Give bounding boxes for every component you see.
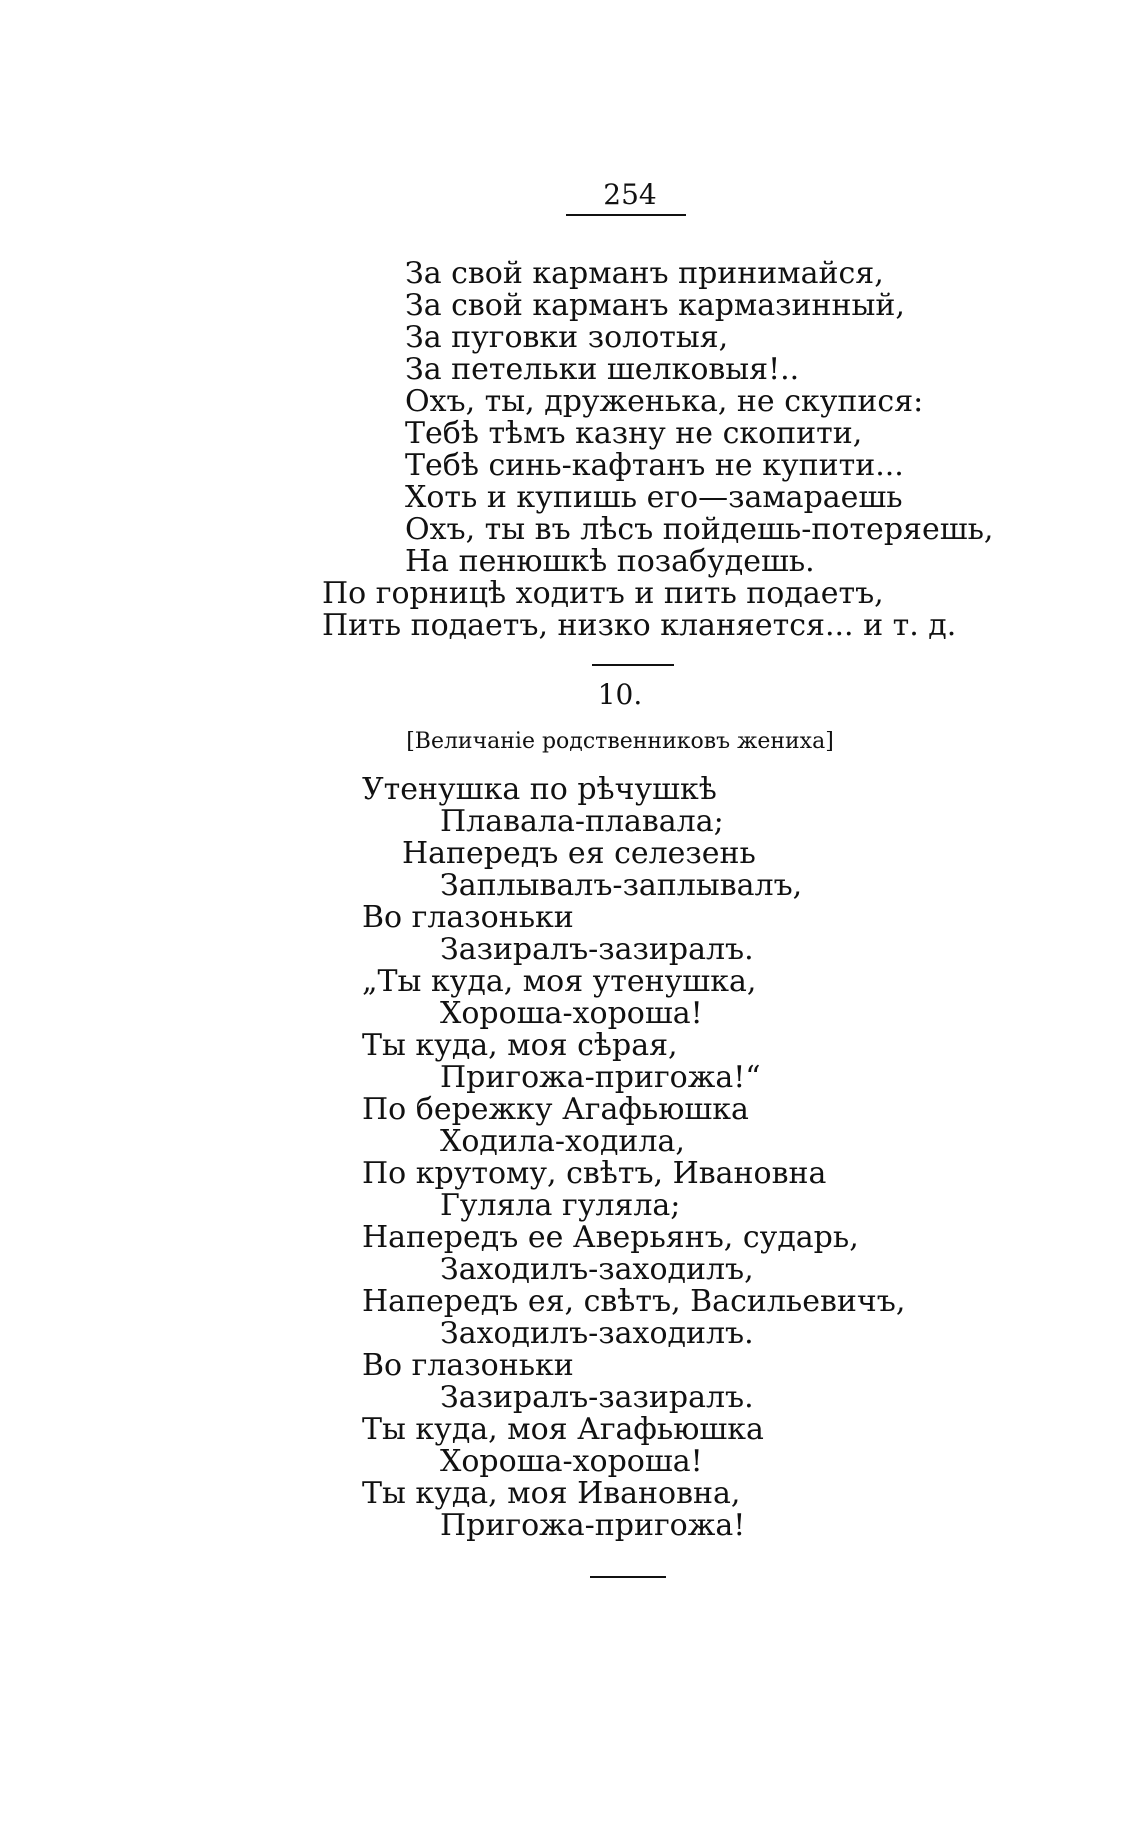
verse-line: Напередъ ее Аверьянъ, сударь,: [362, 1220, 859, 1255]
verse-line: Ты куда, моя сѣрая,: [362, 1028, 678, 1063]
verse-line: Тебѣ синь-кафтанъ не купити...: [405, 448, 904, 483]
verse-line: Утенушка по рѣчушкѣ: [362, 772, 717, 807]
verse-line: За свой карманъ кармазинный,: [405, 288, 905, 323]
verse-line: Заплывалъ-заплывалъ,: [440, 868, 803, 903]
verse-line: Хоть и купишь его—замараешь: [405, 480, 903, 515]
verse-line: Пригожа-пригожа!“: [440, 1060, 761, 1095]
verse-line: Ты куда, моя Ивановна,: [362, 1476, 741, 1511]
verse-line: Ходила-ходила,: [440, 1124, 685, 1159]
verse-line: По бережку Агафьюшка: [362, 1092, 749, 1127]
verse-line: За свой карманъ принимайся,: [405, 256, 884, 291]
verse-line: За пуговки золотыя,: [405, 320, 729, 355]
verse-line: Охъ, ты въ лѣсъ пойдешь-потеряешь,: [405, 512, 994, 547]
verse-line: По горницѣ ходитъ и пить подаетъ,: [322, 576, 884, 611]
verse-line: За петельки шелковыя!..: [405, 352, 800, 387]
verse-line: Гуляла гуляла;: [440, 1188, 681, 1223]
verse-line: Во глазоньки: [362, 1348, 574, 1383]
verse-line: Напередъ ея селезень: [402, 836, 756, 871]
verse-line: Пригожа-пригожа!: [440, 1508, 746, 1543]
verse-line: Заходилъ-заходилъ.: [440, 1316, 754, 1351]
verse-line: Ты куда, моя Агафьюшка: [362, 1412, 764, 1447]
section-heading: [Величаніе родственниковъ жениха]: [406, 729, 834, 754]
verse-line: Хороша-хороша!: [440, 1444, 703, 1479]
section-number: 10.: [597, 678, 643, 711]
page-number: 254: [603, 178, 657, 211]
verse-line: Зазиралъ-зазиралъ.: [440, 1380, 754, 1415]
end-divider: [590, 1576, 666, 1578]
verse-line: Охъ, ты, друженька, не скупися:: [405, 384, 924, 419]
verse-line: На пенюшкѣ позабудешь.: [405, 544, 815, 579]
section-divider: [592, 664, 674, 666]
verse-line: По крутому, свѣтъ, Ивановна: [362, 1156, 827, 1191]
verse-line: Напередъ ея, свѣтъ, Васильевичъ,: [362, 1284, 906, 1319]
verse-line: Тебѣ тѣмъ казну не скопити,: [405, 416, 863, 451]
verse-line: Зазиралъ-зазиралъ.: [440, 932, 754, 967]
verse-line: Заходилъ-заходилъ,: [440, 1252, 754, 1287]
verse-line: Во глазоньки: [362, 900, 574, 935]
verse-line: Пить подаетъ, низко кланяется... и т. д.: [322, 608, 957, 643]
verse-line: „Ты куда, моя утенушка,: [362, 964, 757, 999]
page-number-rule: [566, 214, 686, 216]
verse-line: Плавала-плавала;: [440, 804, 724, 839]
verse-line: Хороша-хороша!: [440, 996, 703, 1031]
